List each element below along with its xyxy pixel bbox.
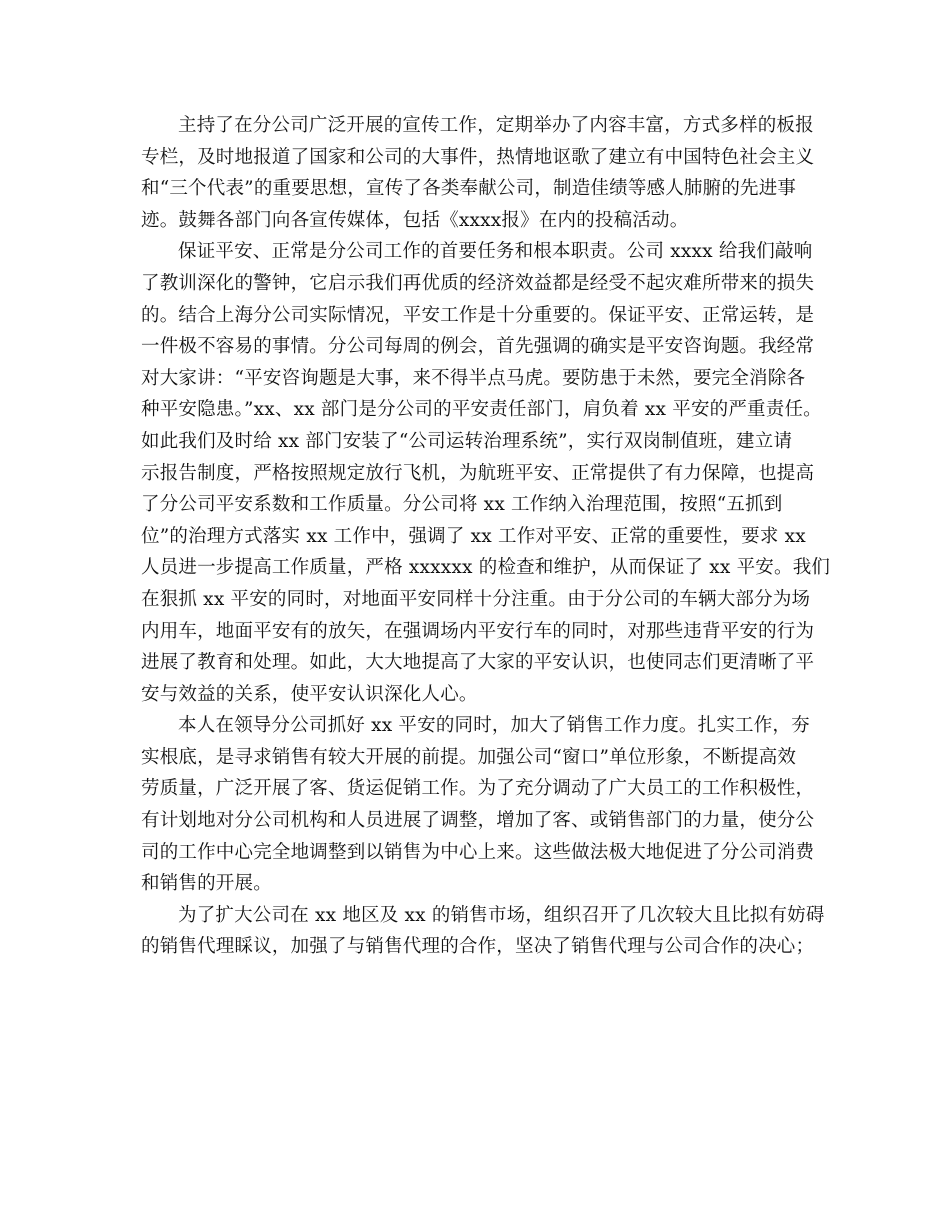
text-line: 位”的治理方式落实 xx 工作中，强调了 xx 工作对平安、正常的重要性，要求 xx [141,525,806,547]
document-body [141,110,831,963]
text-line: 有计划地对分公司机构和人员进展了调整，增加了客、或销售部门的力量，使分公 [141,810,815,832]
paragraph-publicity [141,110,813,236]
text-line: 安与效益的关系，使平安认识深化人心。 [141,683,478,705]
text-line: 主持了在分公司广泛开展的宣传工作，定期举办了内容丰富，方式多样的板报 [178,115,814,136]
text-line: 人员进一步提高工作质量，严格 xxxxxx 的检查和维护，从而保证了 xx 平安。我们 [141,557,831,579]
text-line: 示报告制度，严格按照规定放行飞机，为航班平安、正常提供了有力保障，也提高 [141,462,815,484]
text-line: 专栏，及时地报道了国家和公司的大事件，热情地讴歌了建立有中国特色社会主义 [141,146,815,168]
text-line: 对大家讲：“平安咨询题是大事，来不得半点马虎。要防患于未然，要完全消除各 [141,367,806,389]
paragraph-market [141,900,825,963]
paragraph-safety [141,236,831,710]
text-line: 在狠抓 xx 平安的同时，对地面平安同样十分注重。由于分公司的车辆大部分为场 [141,588,811,610]
text-line: 迹。鼓舞各部门向各宣传媒体，包括《xxxx报》在内的投稿活动。 [141,209,689,231]
paragraph-sales [141,710,813,900]
text-line: 内用车，地面平安有的放矢，在强调场内平安行车的同时，对那些违背平安的行为 [141,620,815,642]
text-line: 一件极不容易的事情。分公司每周的例会，首先强调的确实是平安咨询题。我经常 [141,336,815,358]
text-line: 了分公司平安系数和工作质量。分公司将 xx 工作纳入治理范围，按照“五抓到 [141,494,783,516]
text-line: 和“三个代表”的重要思想，宣传了各类奉献公司，制造佳绩等感人肺腑的先进事 [141,178,797,200]
text-line: 和销售的开展。 [141,873,272,895]
text-line: 本人在领导分公司抓好 xx 平安的同时，加大了销售工作力度。扎实工作，夯 [178,715,810,737]
text-line: 的。结合上海分公司实际情况，平安工作是十分重要的。保证平安、正常运转，是 [141,304,815,326]
text-line: 如此我们及时给 xx 部门安装了“公司运转治理系统”，实行双岗制值班，建立请 [141,430,793,452]
text-line: 劳质量，广泛开展了客、货运促销工作。为了充分调动了广大员工的工作积极性， [141,778,815,800]
text-line: 司的工作中心完全地调整到以销售为中心上来。这些做法极大地促进了分公司消费 [141,841,815,863]
text-line: 保证平安、正常是分公司工作的首要任务和根本职责。公司 xxxx 给我们敲响 [178,241,813,263]
text-line: 了教训深化的警钟，它启示我们再优质的经济效益都是经受不起灾难所带来的损失 [141,272,815,294]
text-line: 的销售代理睬议，加强了与销售代理的合作，坚决了销售代理与公司合作的决心； [141,936,815,958]
text-line: 为了扩大公司在 xx 地区及 xx 的销售市场，组织召开了几次较大且比拟有妨碍 [178,904,825,926]
text-line: 实根底，是寻求销售有较大开展的前提。加强公司“窗口”单位形象，不断提高效 [141,746,797,768]
text-line: 种平安隐患。”xx、xx 部门是分公司的平安责任部门，肩负着 xx 平安的严重责任。 [141,399,822,421]
text-line: 进展了教育和处理。如此，大大地提高了大家的平安认识，也使同志们更清晰了平 [141,652,815,674]
